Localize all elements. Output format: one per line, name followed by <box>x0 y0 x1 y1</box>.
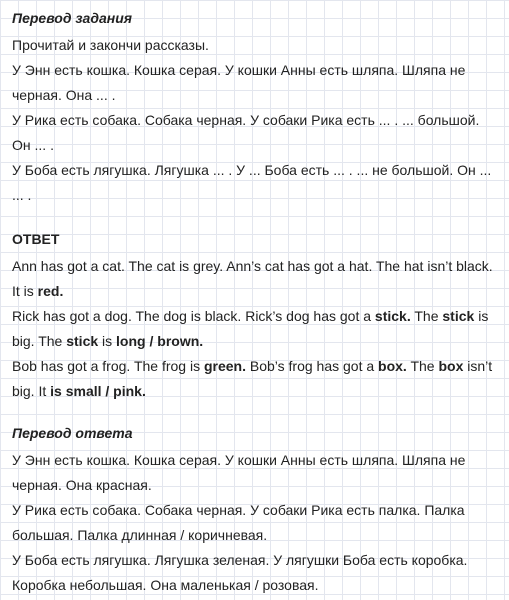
answer-highlight: red. <box>37 283 64 299</box>
answer-story-ann <box>12 254 499 304</box>
answer-text: is big. The <box>12 308 489 349</box>
task-instruction: Прочитай и закончи рассказы. <box>12 37 209 53</box>
answer-text: is <box>98 333 117 349</box>
answer-highlight: green. <box>203 358 246 374</box>
answer-highlight: stick <box>66 333 99 349</box>
answer-text: isn’t big. It <box>12 358 493 399</box>
answer-heading: ОТВЕТ <box>12 231 60 247</box>
task-story-bob: У Боба есть лягушка. Лягушка ... . У ... Боба есть ... . ... не большой. Он ... ... . <box>12 162 492 203</box>
answer-text: Bob has got a frog. The frog is <box>12 358 204 374</box>
answer-text: Rick has got a dog. The dog is black. Rick’s dog has got a <box>12 308 375 324</box>
answer-story-bob <box>12 354 499 404</box>
answer-highlight: stick <box>442 308 475 324</box>
answer-highlight: long / brown. <box>116 333 204 349</box>
answer-text: Ann has got a cat. The cat is grey. Ann’s cat has got a hat. The hat isn’t black. It is <box>12 258 493 299</box>
answer-translation-ann: У Энн есть кошка. Кошка серая. У кошки Анны есть шляпа. Шляпа не черная. Она красная. <box>12 452 466 493</box>
answer-highlight: stick. <box>374 308 411 324</box>
answer-story-rick <box>12 304 499 354</box>
answer-text: Bob’s frog has got a <box>245 358 379 374</box>
task-story-rick: У Рика есть собака. Собака черная. У собаки Рика есть ... . ... большой. Он ... . <box>12 112 480 153</box>
answer-highlight: is small / pink. <box>50 383 146 399</box>
spacer <box>12 404 499 424</box>
answer-text: The <box>410 308 443 324</box>
answer-highlight: box. <box>378 358 407 374</box>
answer-translation-bob: У Боба есть лягушка. Лягушка зеленая. У лягушки Боба есть коробка. Коробка небольшая. Она маленькая / розовая. <box>12 552 468 593</box>
answer-translation-rick: У Рика есть собака. Собака черная. У собаки Рика есть палка. Палка большая. Палка длинная / коричневая. <box>12 502 465 543</box>
spacer <box>12 208 499 230</box>
answer-highlight: box <box>438 358 464 374</box>
task-translation-heading: Перевод задания <box>12 10 133 26</box>
answer-translation-heading: Перевод ответа <box>12 425 133 441</box>
task-story-ann: У Энн есть кошка. Кошка серая. У кошки Анны есть шляпа. Шляпа не черная. Она ... . <box>12 62 466 103</box>
answer-text: The <box>406 358 439 374</box>
